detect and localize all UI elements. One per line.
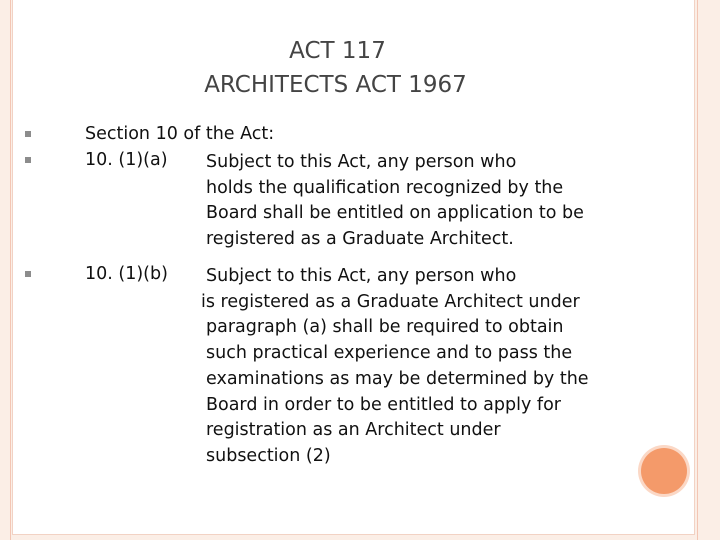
body-line: such practical experience and to pass the [206, 343, 573, 364]
bullet-label-section: Section 10 of the Act: [85, 124, 275, 144]
square-bullet-icon [25, 157, 31, 163]
body-line: registered as a Graduate Architect. [206, 229, 514, 250]
bullet-label-10-1a: 10. (1)(a) [85, 150, 168, 170]
title-line-1: ACT 117 [289, 38, 386, 64]
slide [12, 0, 695, 535]
body-line: holds the qualification recognized by the [206, 177, 564, 198]
body-line: subsection (2) [206, 445, 331, 466]
body-line: Subject to this Act, any person who [206, 152, 517, 172]
body-line: paragraph (a) shall be required to obtain [206, 317, 564, 338]
bullet-body-10-1a [206, 150, 584, 253]
body-line: Subject to this Act, any person who [206, 266, 517, 286]
right-border-line [697, 0, 698, 540]
square-bullet-icon [25, 271, 31, 277]
body-line: is registered as a Graduate Architect under [201, 291, 580, 312]
title-line-2: ARCHITECTS ACT 1967 [204, 72, 467, 98]
square-bullet-icon [25, 131, 31, 137]
body-line: registration as an Architect under [206, 420, 501, 441]
orange-circle-decoration [641, 448, 687, 494]
body-line: examinations as may be determined by the [206, 368, 589, 389]
bullet-body-10-1b [201, 264, 589, 470]
body-line: Board shall be entitled on application to be [206, 203, 584, 224]
left-border-line [10, 0, 11, 540]
body-line: Board in order to be entitled to apply for [206, 394, 561, 415]
slide-title [13, 34, 658, 102]
bullet-label-10-1b: 10. (1)(b) [85, 264, 168, 284]
